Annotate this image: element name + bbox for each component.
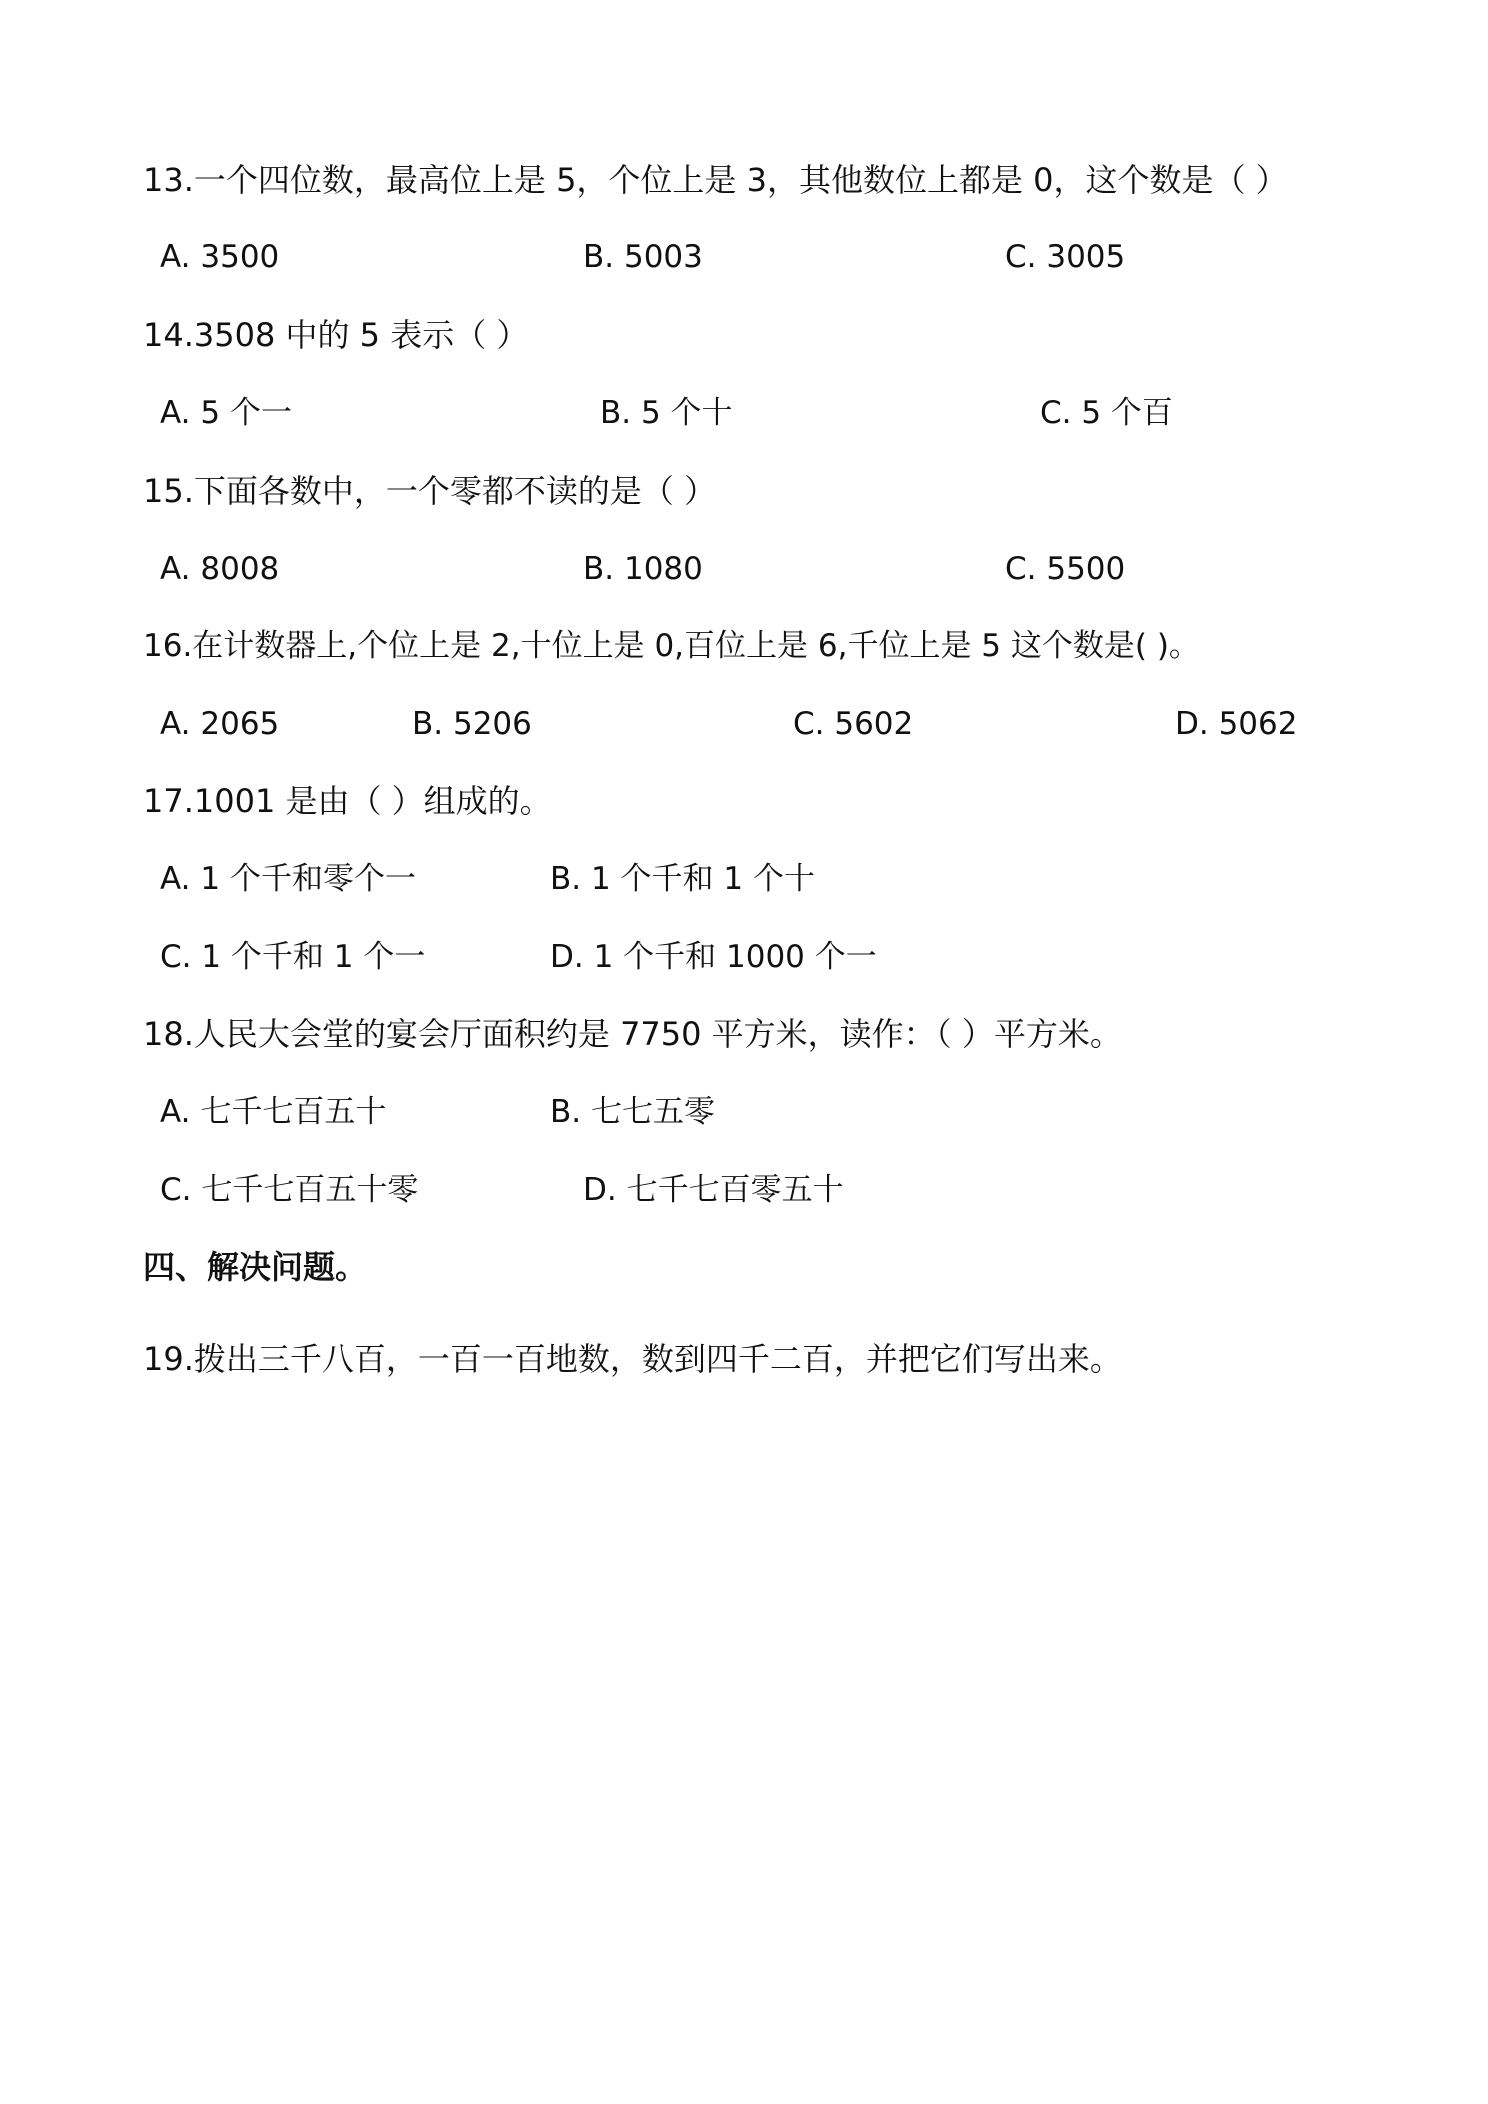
question-16-option-b: B. 5206 (412, 706, 532, 742)
question-17-option-d: D. 1 个千和 1000 个一 (550, 939, 877, 975)
question-13-option-c: C. 3005 (1005, 239, 1126, 275)
question-17: 17.1001 是由（ ）组成的。 (143, 782, 552, 820)
question-14-option-a: A. 5 个一 (160, 395, 292, 431)
section-title: 四、解决问题。 (143, 1248, 368, 1286)
problem-19: 19.拨出三千八百，一百一百地数，数到四千二百，并把它们写出来。 (143, 1340, 1122, 1378)
question-13-option-a: A. 3500 (160, 239, 280, 275)
question-14-option-c: C. 5 个百 (1040, 395, 1173, 431)
question-15-option-b: B. 1080 (583, 551, 703, 587)
question-18-option-c: C. 七千七百五十零 (160, 1172, 419, 1208)
question-18: 18.人民大会堂的宴会厅面积约是 7750 平方米，读作：（ ）平方米。 (143, 1015, 1122, 1053)
question-16-option-d: D. 5062 (1175, 706, 1298, 742)
question-14: 14.3508 中的 5 表示（ ） (143, 316, 529, 354)
question-14-option-b: B. 5 个十 (600, 395, 733, 431)
question-15-option-a: A. 8008 (160, 551, 280, 587)
question-17-option-a: A. 1 个千和零个一 (160, 861, 416, 897)
question-16-option-c: C. 5602 (793, 706, 914, 742)
question-15-option-c: C. 5500 (1005, 551, 1126, 587)
question-13-option-b: B. 5003 (583, 239, 703, 275)
question-16-option-a: A. 2065 (160, 706, 280, 742)
question-17-option-b: B. 1 个千和 1 个十 (550, 861, 815, 897)
question-18-option-a: A. 七千七百五十 (160, 1094, 387, 1130)
question-18-option-b: B. 七七五零 (550, 1094, 715, 1130)
question-15: 15.下面各数中，一个零都不读的是（ ） (143, 472, 717, 510)
question-16: 16.在计数器上,个位上是 2,十位上是 0,百位上是 6,千位上是 5 这个数是( )。 (143, 628, 1200, 664)
question-13: 13.一个四位数，最高位上是 5，个位上是 3，其他数位上都是 0，这个数是（ ） (143, 161, 1288, 199)
question-18-option-d: D. 七千七百零五十 (583, 1172, 844, 1208)
question-17-option-c: C. 1 个千和 1 个一 (160, 939, 426, 975)
